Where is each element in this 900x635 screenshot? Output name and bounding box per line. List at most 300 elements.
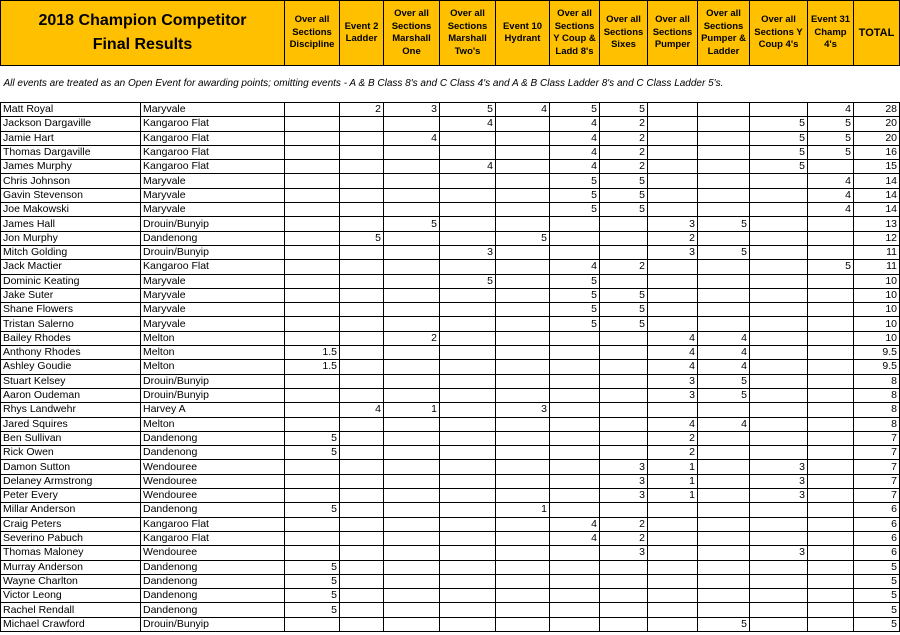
score-cell (496, 245, 550, 259)
score-cell (808, 589, 854, 603)
score-cell (550, 503, 600, 517)
score-cell: 2 (600, 260, 648, 274)
table-row (1, 560, 900, 574)
score-cell (750, 503, 808, 517)
score-cell (750, 174, 808, 188)
score-cell (600, 503, 648, 517)
score-cell (285, 374, 340, 388)
score-cell: 5 (600, 188, 648, 202)
score-cell (600, 217, 648, 231)
score-cell (440, 203, 496, 217)
score-cell (698, 574, 750, 588)
score-cell (698, 460, 750, 474)
total-cell: 5 (854, 574, 900, 588)
score-cell (496, 460, 550, 474)
score-cell (440, 231, 496, 245)
competitor-name: Thomas Dargaville (1, 145, 141, 159)
score-cell (384, 446, 440, 460)
score-cell: 2 (384, 331, 440, 345)
score-cell: 2 (340, 103, 384, 117)
score-cell: 5 (550, 274, 600, 288)
score-cell: 4 (808, 174, 854, 188)
competitor-name: Michael Crawford (1, 617, 141, 631)
score-cell (808, 317, 854, 331)
score-cell (698, 145, 750, 159)
score-cell (285, 131, 340, 145)
score-cell (340, 388, 384, 402)
total-cell: 11 (854, 245, 900, 259)
score-cell: 5 (285, 589, 340, 603)
club-name: Melton (141, 331, 285, 345)
score-cell (496, 145, 550, 159)
score-cell (440, 303, 496, 317)
score-cell (384, 303, 440, 317)
score-cell (808, 560, 854, 574)
score-cell: 4 (550, 531, 600, 545)
total-cell: 6 (854, 503, 900, 517)
total-cell: 12 (854, 231, 900, 245)
score-cell: 1.5 (285, 346, 340, 360)
score-cell (285, 417, 340, 431)
table-row (1, 489, 900, 503)
score-cell (384, 260, 440, 274)
note-row (1, 66, 900, 103)
score-cell: 5 (600, 203, 648, 217)
competitor-name: Stuart Kelsey (1, 374, 141, 388)
score-cell (285, 617, 340, 631)
score-cell (384, 589, 440, 603)
score-cell (496, 188, 550, 202)
score-cell (808, 531, 854, 545)
club-name: Maryvale (141, 274, 285, 288)
score-cell (340, 417, 384, 431)
score-cell (750, 203, 808, 217)
score-cell: 5 (285, 574, 340, 588)
score-cell (440, 317, 496, 331)
competitor-name: Bailey Rhodes (1, 331, 141, 345)
score-cell (808, 503, 854, 517)
score-cell (698, 274, 750, 288)
score-cell (440, 131, 496, 145)
total-cell: 5 (854, 617, 900, 631)
table-row (1, 574, 900, 588)
score-cell (698, 517, 750, 531)
col-header-total: TOTAL (854, 1, 900, 66)
score-cell (496, 360, 550, 374)
score-cell: 5 (698, 617, 750, 631)
total-cell: 10 (854, 288, 900, 302)
club-name: Kangaroo Flat (141, 145, 285, 159)
score-cell (340, 145, 384, 159)
score-cell (600, 245, 648, 259)
table-row (1, 145, 900, 159)
score-cell (440, 346, 496, 360)
score-cell (340, 560, 384, 574)
total-cell: 10 (854, 331, 900, 345)
score-cell: 5 (808, 145, 854, 159)
club-name: Dandenong (141, 560, 285, 574)
score-cell (440, 589, 496, 603)
score-cell (440, 417, 496, 431)
score-cell (285, 174, 340, 188)
score-cell (750, 303, 808, 317)
table-row (1, 460, 900, 474)
score-cell: 3 (600, 546, 648, 560)
score-cell (750, 403, 808, 417)
score-cell (600, 360, 648, 374)
score-cell: 4 (340, 403, 384, 417)
score-cell (648, 131, 698, 145)
score-cell (648, 188, 698, 202)
score-cell (340, 188, 384, 202)
score-cell (808, 417, 854, 431)
score-cell (285, 303, 340, 317)
score-cell (600, 446, 648, 460)
score-cell (808, 546, 854, 560)
score-cell (440, 574, 496, 588)
score-cell (440, 360, 496, 374)
score-cell (550, 474, 600, 488)
score-cell (750, 388, 808, 402)
score-cell: 4 (550, 145, 600, 159)
score-cell (600, 346, 648, 360)
total-cell: 13 (854, 217, 900, 231)
score-cell (750, 374, 808, 388)
competitor-name: Matt Royal (1, 103, 141, 117)
score-cell (440, 560, 496, 574)
score-cell: 1 (384, 403, 440, 417)
total-cell: 7 (854, 460, 900, 474)
score-cell: 2 (600, 117, 648, 131)
score-cell (384, 203, 440, 217)
score-cell (440, 217, 496, 231)
score-cell (340, 317, 384, 331)
score-cell (808, 388, 854, 402)
club-name: Drouin/Bunyip (141, 245, 285, 259)
score-cell (808, 331, 854, 345)
competitor-name: Rick Owen (1, 446, 141, 460)
score-cell (550, 460, 600, 474)
score-cell: 3 (496, 403, 550, 417)
score-cell (496, 474, 550, 488)
score-cell (698, 131, 750, 145)
score-cell (496, 317, 550, 331)
score-cell: 4 (698, 360, 750, 374)
score-cell (750, 617, 808, 631)
competitor-name: Rhys Landwehr (1, 403, 141, 417)
score-cell (285, 203, 340, 217)
score-cell: 4 (550, 131, 600, 145)
score-cell (384, 374, 440, 388)
score-cell (285, 517, 340, 531)
score-cell (600, 560, 648, 574)
table-row (1, 346, 900, 360)
score-cell (550, 546, 600, 560)
score-cell (384, 360, 440, 374)
score-cell (384, 546, 440, 560)
score-cell (750, 517, 808, 531)
competitor-name: Damon Sutton (1, 460, 141, 474)
score-cell (698, 446, 750, 460)
score-cell (340, 117, 384, 131)
score-cell (648, 617, 698, 631)
score-cell (600, 617, 648, 631)
club-name: Maryvale (141, 317, 285, 331)
score-cell (340, 474, 384, 488)
score-cell: 5 (285, 603, 340, 617)
club-name: Dandenong (141, 574, 285, 588)
table-row (1, 303, 900, 317)
score-cell (550, 374, 600, 388)
score-cell: 4 (440, 117, 496, 131)
score-cell (600, 231, 648, 245)
score-cell (600, 403, 648, 417)
score-cell (648, 274, 698, 288)
table-row (1, 117, 900, 131)
score-cell: 2 (648, 446, 698, 460)
score-cell (384, 174, 440, 188)
score-cell (698, 603, 750, 617)
competitor-name: Victor Leong (1, 589, 141, 603)
score-cell (440, 403, 496, 417)
competitor-name: Shane Flowers (1, 303, 141, 317)
score-cell (440, 388, 496, 402)
table-row (1, 288, 900, 302)
score-cell (550, 446, 600, 460)
score-cell (550, 403, 600, 417)
score-cell: 5 (496, 231, 550, 245)
score-cell: 4 (648, 417, 698, 431)
score-cell: 2 (600, 145, 648, 159)
score-cell: 5 (600, 103, 648, 117)
score-cell: 4 (698, 417, 750, 431)
total-cell: 10 (854, 274, 900, 288)
score-cell (496, 617, 550, 631)
score-cell (285, 217, 340, 231)
score-cell (340, 174, 384, 188)
score-cell (750, 531, 808, 545)
club-name: Maryvale (141, 288, 285, 302)
score-cell (698, 546, 750, 560)
score-cell (340, 517, 384, 531)
club-name: Maryvale (141, 203, 285, 217)
score-cell (340, 603, 384, 617)
score-cell (384, 274, 440, 288)
competitor-name: Ashley Goudie (1, 360, 141, 374)
total-cell: 10 (854, 303, 900, 317)
score-cell (496, 603, 550, 617)
score-cell (808, 245, 854, 259)
score-cell (750, 560, 808, 574)
total-cell: 6 (854, 517, 900, 531)
score-cell: 4 (496, 103, 550, 117)
score-cell (808, 217, 854, 231)
table-row (1, 188, 900, 202)
score-cell (340, 503, 384, 517)
competitor-name: Chris Johnson (1, 174, 141, 188)
score-cell (440, 446, 496, 460)
competitor-name: Anthony Rhodes (1, 346, 141, 360)
score-cell: 5 (600, 288, 648, 302)
total-cell: 9.5 (854, 360, 900, 374)
score-cell: 3 (600, 474, 648, 488)
score-cell (496, 217, 550, 231)
table-row (1, 388, 900, 402)
total-cell: 8 (854, 417, 900, 431)
score-cell (285, 274, 340, 288)
score-cell (340, 360, 384, 374)
score-cell: 4 (698, 346, 750, 360)
score-cell: 5 (698, 374, 750, 388)
table-row (1, 517, 900, 531)
score-cell (440, 617, 496, 631)
score-cell: 2 (600, 517, 648, 531)
score-cell (440, 331, 496, 345)
score-cell (285, 489, 340, 503)
competitor-name: Jackson Dargaville (1, 117, 141, 131)
score-cell (550, 617, 600, 631)
score-cell (496, 531, 550, 545)
competitor-name: Tristan Salerno (1, 317, 141, 331)
score-cell: 5 (750, 117, 808, 131)
score-cell (340, 274, 384, 288)
score-cell (340, 489, 384, 503)
score-cell (496, 517, 550, 531)
score-cell: 4 (698, 331, 750, 345)
total-cell: 9.5 (854, 346, 900, 360)
score-cell: 5 (550, 303, 600, 317)
score-cell (750, 188, 808, 202)
title-line-1: 2018 Champion Competitor (38, 12, 247, 29)
score-cell (648, 203, 698, 217)
score-cell: 5 (440, 274, 496, 288)
competitor-name: Ben Sullivan (1, 431, 141, 445)
score-cell (808, 288, 854, 302)
competitor-name: Wayne Charlton (1, 574, 141, 588)
score-cell: 1 (496, 503, 550, 517)
score-cell (698, 174, 750, 188)
total-cell: 7 (854, 431, 900, 445)
score-cell (496, 574, 550, 588)
score-cell (285, 145, 340, 159)
score-cell: 2 (648, 431, 698, 445)
score-cell (496, 174, 550, 188)
total-cell: 11 (854, 260, 900, 274)
club-name: Kangaroo Flat (141, 260, 285, 274)
col-header-pumper: Over all Sections Pumper (648, 1, 698, 66)
score-cell: 3 (648, 388, 698, 402)
score-cell (750, 346, 808, 360)
score-cell: 4 (808, 188, 854, 202)
col-header-hydrant: Event 10 Hydrant (496, 1, 550, 66)
table-row (1, 331, 900, 345)
score-cell (648, 174, 698, 188)
score-cell (750, 574, 808, 588)
score-cell: 3 (648, 217, 698, 231)
score-cell (808, 374, 854, 388)
score-cell (750, 417, 808, 431)
score-cell (384, 474, 440, 488)
score-cell (384, 489, 440, 503)
score-cell (750, 431, 808, 445)
score-cell (648, 260, 698, 274)
score-cell (698, 260, 750, 274)
total-cell: 8 (854, 374, 900, 388)
score-cell (384, 288, 440, 302)
score-cell (550, 417, 600, 431)
score-cell (698, 489, 750, 503)
table-row (1, 617, 900, 631)
score-cell: 4 (550, 517, 600, 531)
score-cell: 2 (600, 160, 648, 174)
score-cell (600, 603, 648, 617)
score-cell (285, 331, 340, 345)
club-name: Kangaroo Flat (141, 131, 285, 145)
score-cell (750, 331, 808, 345)
table-row (1, 203, 900, 217)
competitor-name: Gavin Stevenson (1, 188, 141, 202)
score-cell (648, 560, 698, 574)
score-cell (648, 574, 698, 588)
club-name: Drouin/Bunyip (141, 374, 285, 388)
score-cell: 5 (550, 188, 600, 202)
score-cell (550, 574, 600, 588)
score-cell: 5 (550, 317, 600, 331)
club-name: Wendouree (141, 489, 285, 503)
score-cell (340, 446, 384, 460)
club-name: Drouin/Bunyip (141, 617, 285, 631)
score-cell (496, 303, 550, 317)
competitor-name: Delaney Armstrong (1, 474, 141, 488)
score-cell (496, 288, 550, 302)
competitor-name: Millar Anderson (1, 503, 141, 517)
total-cell: 8 (854, 388, 900, 402)
score-cell (550, 331, 600, 345)
score-cell (550, 603, 600, 617)
score-cell (285, 288, 340, 302)
score-cell: 5 (750, 160, 808, 174)
score-cell (808, 460, 854, 474)
total-cell: 20 (854, 131, 900, 145)
score-cell: 5 (750, 131, 808, 145)
score-cell (340, 245, 384, 259)
score-cell (550, 217, 600, 231)
score-cell: 4 (550, 160, 600, 174)
score-cell (496, 274, 550, 288)
score-cell: 5 (550, 288, 600, 302)
sheet-title (1, 1, 285, 66)
score-cell (340, 217, 384, 231)
score-cell: 5 (550, 174, 600, 188)
score-cell (496, 446, 550, 460)
col-header-champ-4s: Event 31 Champ 4's (808, 1, 854, 66)
col-header-y-coup-4s: Over all Sections Y Coup 4's (750, 1, 808, 66)
score-cell (698, 160, 750, 174)
score-cell (384, 531, 440, 545)
score-cell (440, 460, 496, 474)
score-cell (440, 174, 496, 188)
score-cell (440, 603, 496, 617)
score-cell (750, 317, 808, 331)
club-name: Maryvale (141, 174, 285, 188)
score-cell (698, 303, 750, 317)
score-cell (600, 574, 648, 588)
table-row (1, 360, 900, 374)
club-name: Dandenong (141, 431, 285, 445)
score-cell (750, 231, 808, 245)
title-line-2: Final Results (92, 36, 193, 53)
score-cell: 5 (285, 503, 340, 517)
